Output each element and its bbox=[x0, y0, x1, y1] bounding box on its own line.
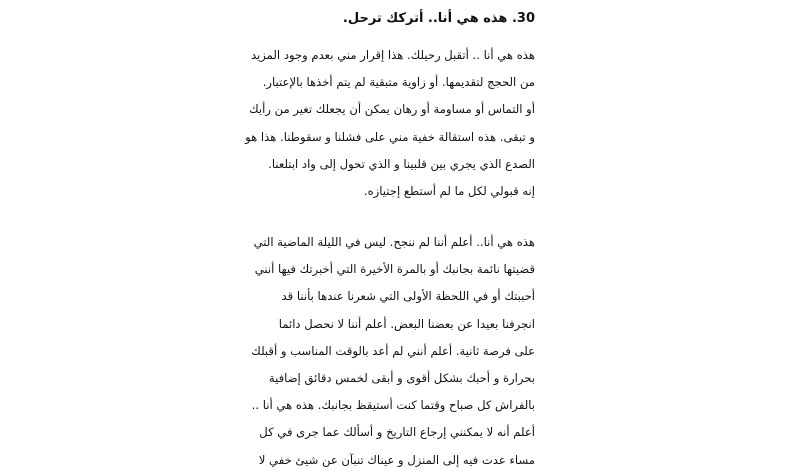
text-line: من الحجج لتقديمها. أو زاوية متبقية لم يتم أخذها بالإعتبار. bbox=[262, 75, 535, 90]
text-line: إنه قبولي لكل ما لم أستطع إجتيازه. bbox=[363, 183, 535, 198]
text-line: الصدع الذي يجري بين قلبينا و الذي تحول إلى واد ابتلعنا. bbox=[268, 156, 535, 171]
paragraph-1 bbox=[245, 42, 535, 205]
text-line: بالفراش كل صباح وقتما كنت أستيقظ بجانبك. هذه هي أنا .. bbox=[251, 398, 535, 413]
text-line: و تبقى. هذه استقالة خفية مني على فشلنا و سقوطنا. هذا هو bbox=[245, 129, 535, 144]
text-line: هذه هي أنا.. أعلم أننا لم ننجح. ليس في الليلة الماضية التي bbox=[253, 235, 535, 249]
text-line: على فرصة ثانية. أعلم أنني لم أعد بالوقت المناسب و أقبلك bbox=[251, 343, 535, 358]
text-line: أعلم أنه لا يمكنني إرجاع التاريخ و أسألك عما جرى في كل bbox=[259, 425, 535, 440]
text-line: مساء عدت فيه إلى المنزل و عيناك تنبآن عن شيئ خفي لا bbox=[258, 452, 535, 467]
text-line: انجرفنا بعيدا عن بعضنا البعض. أعلم أننا لا نحصل دائما bbox=[278, 316, 535, 331]
chapter-title: 30. هذه هي أنا.. أتركك ترحل. bbox=[342, 11, 535, 26]
text-line: أحببتك أو في اللحظة الأولى التي شعرنا عندها بأننا قد bbox=[281, 289, 535, 304]
text-line: هذه هي أنا .. أتقبل رحيلك. هذا إقرار مني بعدم وجود المزيد bbox=[250, 48, 535, 62]
text-line: بحرارة و أحبك بشكل أقوى و أبقى لخمس دقائق إضافية bbox=[268, 370, 535, 385]
paragraph-2 bbox=[251, 229, 535, 474]
text-line: قضيتها نائمة بجانبك أو بالمرة الأخيرة التي أخبرتك فيها أنني bbox=[254, 262, 535, 277]
text-line: أو التماس أو مساومة أو رهان يمكن أن يجعلك تغير من رأيك bbox=[249, 102, 535, 117]
